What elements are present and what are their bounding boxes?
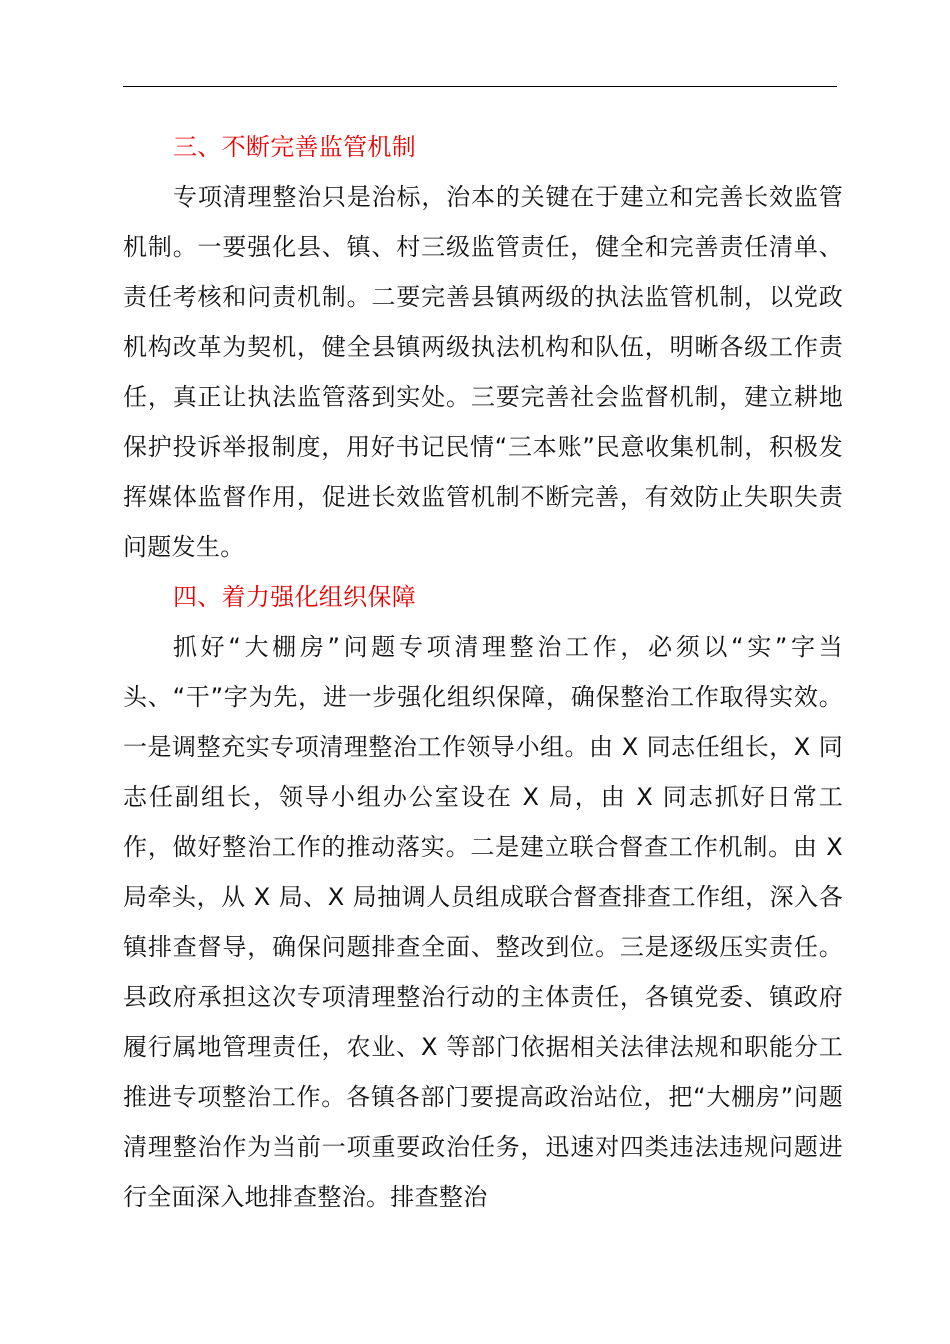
header-rule	[123, 86, 837, 87]
section-paragraph-4: 抓好“大棚房”问题专项清理整治工作，必须以“实”字当头、“干”字为先，进一步强化组织保障，确保整治工作取得实效。一是调整充实专项清理整治工作领导小组。由 X 同志任组长，X 同志任副组长，领导小组办公室设在 X 局，由 X 同志抓好日常工作，做好整治工作的推动落实。二是建立联合督查工作机制。由 X 局牵头，从 X 局、X 局抽调人员组成联合督查排查工作组，深入各镇排查督导，确保问题排查全面、整改到位。三是逐级压实责任。县政府承担这次专项清理整治行动的主体责任，各镇党委、镇政府履行属地管理责任，农业、X 等部门依据相关法律法规和职能分工推进专项整治工作。各镇各部门要提高政治站位，把“大棚房”问题清理整治作为当前一项重要政治任务，迅速对四类违法违规问题进行全面深入地排查整治。排查整治	[123, 633, 843, 1211]
section-heading-3: 三、不断完善监管机制	[173, 133, 416, 161]
section-heading-4: 四、着力强化组织保障	[173, 583, 416, 611]
section-paragraph-3: 专项清理整治只是治标，治本的关键在于建立和完善长效监管机制。一要强化县、镇、村三级监管责任，健全和完善责任清单、责任考核和问责机制。二要完善县镇两级的执法监管机制，以党政机构改革为契机，健全县镇两级执法机构和队伍，明晰各级工作责任，真正让执法监管落到实处。三要完善社会监督机制，建立耕地保护投诉举报制度，用好书记民情“三本账”民意收集机制，积极发挥媒体监督作用，促进长效监管机制不断完善，有效防止失职失责问题发生。	[123, 183, 843, 561]
document-body	[123, 122, 843, 1222]
